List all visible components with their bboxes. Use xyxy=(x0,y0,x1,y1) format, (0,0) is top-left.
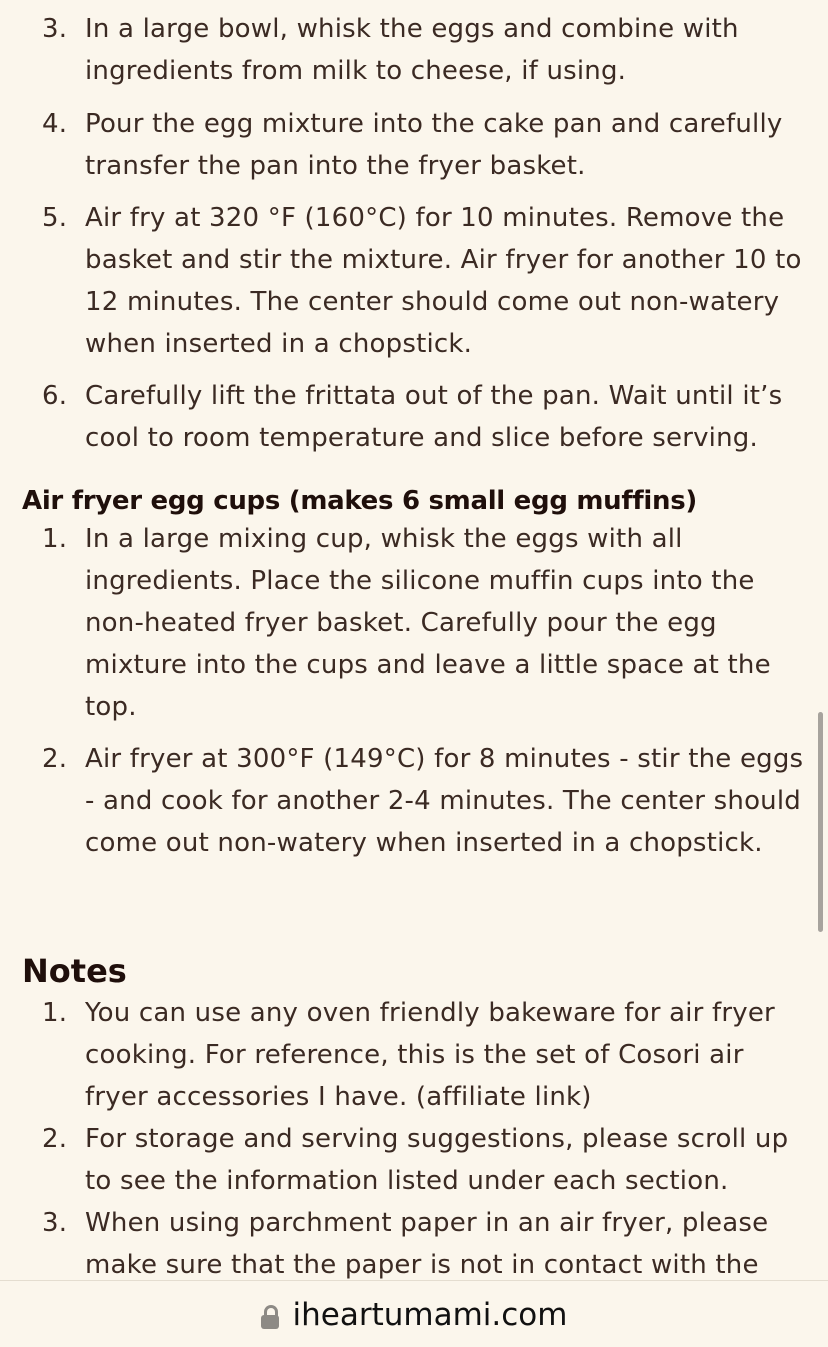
address-bar[interactable] xyxy=(0,1280,828,1347)
list-item-text: In a large bowl, whisk the eggs and combine with ingredients from milk to cheese, if using. xyxy=(85,14,739,86)
list-item-text: Air fryer at 300°F (149°C) for 8 minutes - stir the eggs - and cook for another 2-4 minutes. The center should come out non-watery when inserted in a chopstick. xyxy=(85,744,804,858)
list-item-number: 3. xyxy=(42,14,68,44)
list-item-number: 6. xyxy=(42,381,68,411)
list-item-number: 4. xyxy=(42,109,68,139)
scrollbar[interactable] xyxy=(818,712,823,932)
list-item xyxy=(0,518,828,728)
list-item-text: In a large mixing cup, whisk the eggs with all ingredients. Place the silicone muffin cups into the non-heated fryer basket. Carefully pour the egg mixture into the cups and leave a little space at the top. xyxy=(85,524,771,722)
list-item xyxy=(0,197,828,365)
list-item xyxy=(0,1202,828,1280)
list-item xyxy=(0,992,828,1118)
list-item-number: 1. xyxy=(42,524,68,554)
list-item-number: 2. xyxy=(42,1124,68,1154)
list-item-number: 3. xyxy=(42,1208,68,1238)
list-item-number: 1. xyxy=(42,998,68,1028)
lock-icon xyxy=(261,1305,279,1329)
list-item xyxy=(0,8,828,92)
list-item-text: You can use any oven friendly bakeware for air fryer cooking. For reference, this is the set of Cosori air fryer accessories I have. (affiliate link) xyxy=(85,998,775,1112)
list-item-text: Carefully lift the frittata out of the pan. Wait until it’s cool to room temperature and slice before serving. xyxy=(85,381,783,453)
list-item xyxy=(0,738,828,864)
list-item-text: Air fry at 320 °F (160°C) for 10 minutes. Remove the basket and stir the mixture. Air fryer for another 10 to 12 minutes. The center should come out non-watery when inserted in a chopstick. xyxy=(85,203,802,359)
list-item xyxy=(0,103,828,187)
list-item xyxy=(0,1118,828,1202)
list-item-number: 2. xyxy=(42,744,68,774)
list-item-number: 5. xyxy=(42,203,68,233)
list-item-text: When using parchment paper in an air fryer, please make sure that the paper is not in contact with the xyxy=(85,1208,769,1280)
list-item xyxy=(0,375,828,459)
notes-heading: Notes xyxy=(22,952,127,990)
list-item-text: For storage and serving suggestions, please scroll up to see the information listed under each section. xyxy=(85,1124,789,1196)
egg-cups-heading: Air fryer egg cups (makes 6 small egg muffins) xyxy=(22,486,697,516)
address-bar-domain[interactable]: iheartumami.com xyxy=(292,1296,568,1333)
list-item-text: Pour the egg mixture into the cake pan and carefully transfer the pan into the fryer basket. xyxy=(85,109,783,181)
